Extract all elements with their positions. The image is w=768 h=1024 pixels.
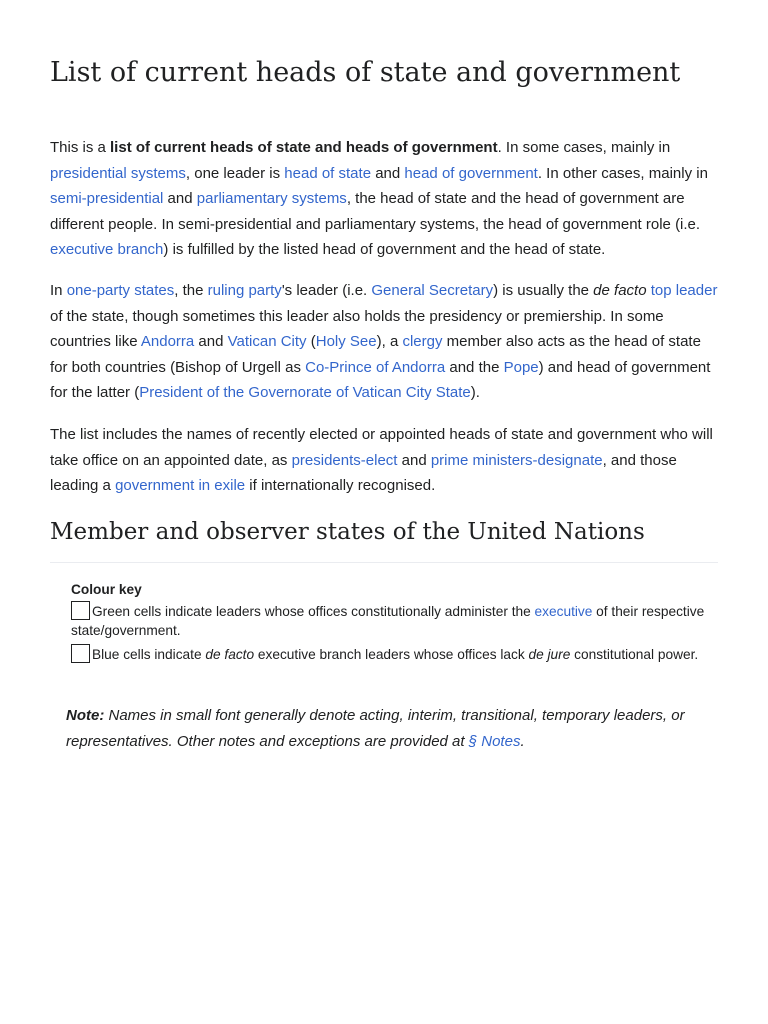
page-title: List of current heads of state and government bbox=[50, 57, 681, 88]
text: , the head of state and the head of government are different people. In semi-presidential and parliamentary systems, the head of government role (i.e. bbox=[50, 190, 701, 233]
colour-key bbox=[71, 580, 711, 667]
link-executive[interactable]: executive bbox=[534, 603, 593, 619]
link-top-leader[interactable]: top leader bbox=[650, 282, 718, 299]
link-presidents-elect[interactable]: presidents-elect bbox=[291, 451, 398, 469]
text: of the state, though sometimes this leader also holds the presidency or premiership. In some countries like bbox=[50, 307, 664, 351]
link-president-of-governorate[interactable]: President of the Governorate of Vatican City State bbox=[139, 384, 471, 402]
intro-paragraph-3 bbox=[50, 422, 720, 499]
bold-term: list of current heads of state and heads of government bbox=[110, 139, 498, 156]
link-government-in-exile[interactable]: government in exile bbox=[115, 477, 246, 495]
link-presidential-systems[interactable]: presidential systems bbox=[50, 164, 186, 182]
text: Green cells indicate leaders whose offices constitutionally administer the bbox=[92, 603, 535, 619]
text: In bbox=[50, 282, 67, 299]
colour-key-title: Colour key bbox=[71, 582, 142, 597]
italic-term: de jure bbox=[528, 646, 571, 662]
link-pope[interactable]: Pope bbox=[503, 358, 539, 376]
text: if internationally recognised. bbox=[245, 477, 436, 495]
link-holy-see[interactable]: Holy See bbox=[315, 333, 377, 351]
text: and bbox=[163, 190, 197, 208]
link-head-of-state[interactable]: head of state bbox=[284, 164, 372, 182]
intro-paragraph-1 bbox=[50, 135, 720, 263]
note-text: Names in small font generally denote acting, interim, transitional, temporary leaders, or representatives. Other notes and exceptions are provided at bbox=[66, 707, 685, 750]
text: constitutional power. bbox=[570, 646, 699, 662]
text: and bbox=[371, 164, 405, 182]
section-divider bbox=[50, 562, 718, 563]
link-executive-branch[interactable]: executive branch bbox=[50, 241, 164, 259]
text: ) is usually the bbox=[493, 282, 594, 299]
text: and the bbox=[445, 358, 504, 376]
note-label: Note: bbox=[66, 707, 105, 724]
italic-term: de facto bbox=[205, 646, 255, 662]
text: , one leader is bbox=[185, 164, 285, 182]
link-vatican-city[interactable]: Vatican City bbox=[227, 333, 307, 351]
text: ( bbox=[306, 333, 316, 351]
link-co-prince-of-andorra[interactable]: Co-Prince of Andorra bbox=[305, 358, 446, 376]
link-prime-ministers-designate[interactable]: prime ministers-designate bbox=[430, 451, 603, 469]
link-parliamentary-systems[interactable]: parliamentary systems bbox=[196, 190, 347, 208]
text: . In other cases, mainly in bbox=[537, 164, 708, 182]
text: 's leader (i.e. bbox=[281, 282, 372, 299]
text: ) and head of government for the latter ( bbox=[50, 358, 711, 402]
text: , and those leading a bbox=[50, 451, 677, 495]
link-notes-section[interactable]: § Notes bbox=[468, 732, 521, 750]
text: This is a bbox=[50, 139, 111, 156]
blue-swatch bbox=[71, 644, 90, 663]
green-swatch bbox=[71, 601, 90, 620]
colour-key-green bbox=[71, 601, 711, 641]
link-semi-presidential[interactable]: semi-presidential bbox=[50, 190, 164, 208]
text: of their respective state/government. bbox=[71, 603, 705, 638]
text: ). bbox=[470, 384, 480, 402]
text: and bbox=[194, 333, 228, 351]
text: Blue cells indicate bbox=[92, 646, 206, 662]
link-andorra[interactable]: Andorra bbox=[140, 333, 195, 351]
text: The list includes the names of recently elected or appointed heads of state and government who will take office on an appointed date, as bbox=[50, 426, 713, 469]
text: , the bbox=[174, 282, 208, 299]
text: . bbox=[520, 732, 525, 750]
text: ) is fulfilled by the listed head of government and the head of state. bbox=[163, 241, 606, 259]
text: ), a bbox=[376, 333, 403, 351]
link-one-party-states[interactable]: one-party states bbox=[66, 282, 175, 299]
text: . In some cases, mainly in bbox=[497, 139, 671, 156]
text: member also acts as the head of state for both countries (Bishop of Urgell as bbox=[50, 333, 701, 376]
section-heading: Member and observer states of the United Nations bbox=[50, 519, 645, 545]
link-clergy[interactable]: clergy bbox=[402, 333, 443, 351]
text: and bbox=[397, 451, 431, 469]
link-general-secretary[interactable]: General Secretary bbox=[371, 282, 494, 299]
intro-paragraph-2 bbox=[50, 278, 720, 406]
text: executive branch leaders whose offices lack bbox=[254, 646, 529, 662]
italic-term: de facto bbox=[593, 282, 647, 299]
link-ruling-party[interactable]: ruling party bbox=[207, 282, 282, 299]
link-head-of-government[interactable]: head of government bbox=[404, 164, 538, 182]
note-paragraph bbox=[66, 703, 716, 754]
colour-key-blue bbox=[71, 644, 711, 665]
